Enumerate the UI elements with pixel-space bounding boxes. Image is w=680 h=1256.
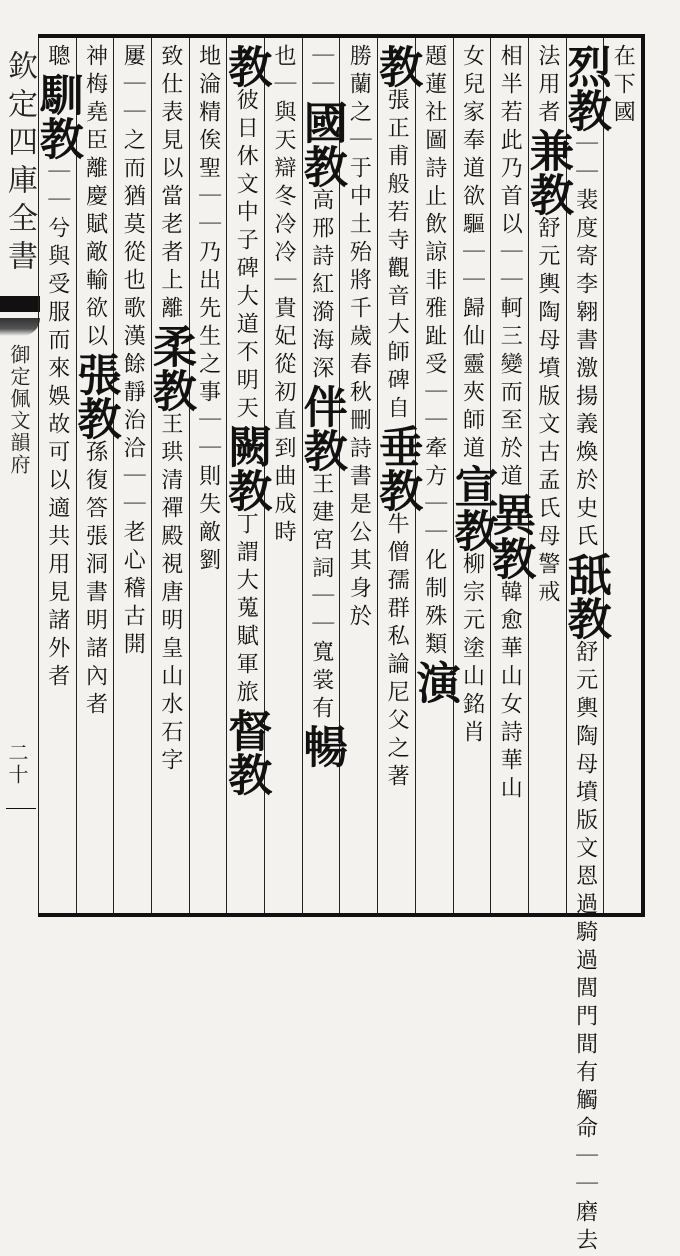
bottom-border [38,913,644,917]
annotation-text: 方｜｜化制殊類 [421,464,447,660]
annotation-text: 王珙清禪殿視唐明皇山水石字 [157,412,183,776]
annotation-text: 舒元輿陶母墳版文恩過騎 [572,640,598,948]
annotation-text: 屢｜｜之而猶莫從也 [120,44,146,296]
annotation-text: 之事｜｜則失 [195,352,221,520]
headword: 督教 [220,708,272,796]
annotation-text: 貴妃從初直到曲成時 [271,296,296,548]
headword: 闕教 [220,424,272,512]
headword: 馴教 [31,72,83,160]
annotation-text: 歌漢餘靜治洽｜｜老心稽古開 [120,296,146,660]
headword: 伴教 [295,384,347,472]
annotation-text: 梅堯臣離慶賦敵輸欲以 [82,72,108,352]
headword: 國教 [295,100,347,188]
annotation-text: 彼日休文中子碑大道不明天 [233,88,259,424]
headword: 異教 [484,492,536,580]
annotation-text: 牛僧孺群私論尼父之著 [384,512,410,792]
annotation-text: 聰 [44,44,70,72]
annotation-text: 故可以適共用見諸外者 [44,412,70,692]
annotation-text: 韓愈華山女詩華山 [497,580,523,804]
annotation-text: ｜｜裴度寄李翱書激揚 [572,132,598,412]
annotation-text: 義煥於史氏 [572,412,598,552]
series-title: 御定佩文韻府 [7,344,31,476]
headword: 烈教 [559,44,611,132]
annotation-text: 丁謂大蒐賦軍旅 [233,512,259,708]
annotation-text: 敵劉 [195,520,221,576]
annotation-text: 孫復答張洞書明諸內者 [82,440,108,720]
top-border [38,34,644,38]
annotation-text: ｜｜ [308,44,334,100]
annotation-text: 勝蘭之｜于中土殆將千歲 [346,44,372,352]
annotation-text: 舒元輿陶母墳版文古孟氏母警戒 [534,216,560,608]
annotation-text: 題蓮社圖詩止飲諒非雅趾受｜｜牽 [421,44,447,464]
page-number: 二十 [5,742,29,786]
annotation-text: 若此乃首以｜｜軻三變而至於道 [497,100,523,492]
annotation-text: 在下 [610,44,636,100]
annotation-text: ｜與天辯冬冷冷｜ [271,72,296,296]
annotation-text: 春秋刪詩書是公其身於 [346,352,372,632]
annotation-text: ｜｜兮與受服而來娛 [44,160,70,412]
annotation-text: 女兒家奉道欲驅｜｜歸仙靈夾師道 [459,44,485,464]
annotation-text: 也 [271,44,296,72]
annotation-text: 高邢詩紅漪海深 [308,188,334,384]
headword: 演 [408,660,460,704]
headword: 兼教 [521,128,573,216]
headword: 垂教 [371,424,423,512]
annotation-text: 相半 [497,44,523,100]
headword: 宣教 [446,464,498,552]
text-column [31,44,83,910]
annotation-text: 王建宮詞｜｜寬裳有 [308,472,334,724]
annotation-text: 地淪精俟聖｜｜乃出先生 [195,44,221,352]
annotation-text: 國 [610,100,636,128]
annotation-text: 法用者 [534,44,560,128]
headword: 教 [220,44,272,88]
book-title: 欽定四庫全書 [2,50,37,278]
annotation-text: 過閭門間有觸命｜｜磨去 [572,948,598,1256]
headword: 教 [371,44,423,88]
headword: 暢 [295,724,347,768]
headword: 柔教 [144,324,196,412]
annotation-text: 張正甫般若寺觀音大師碑自 [384,88,410,424]
headword: 舐教 [559,552,611,640]
annotation-text: 柳宗元塗山銘肖 [459,552,485,748]
headword: 張教 [69,352,121,440]
annotation-text: 致仕表見以當老者上離 [157,44,183,324]
annotation-text: 神 [82,44,108,72]
